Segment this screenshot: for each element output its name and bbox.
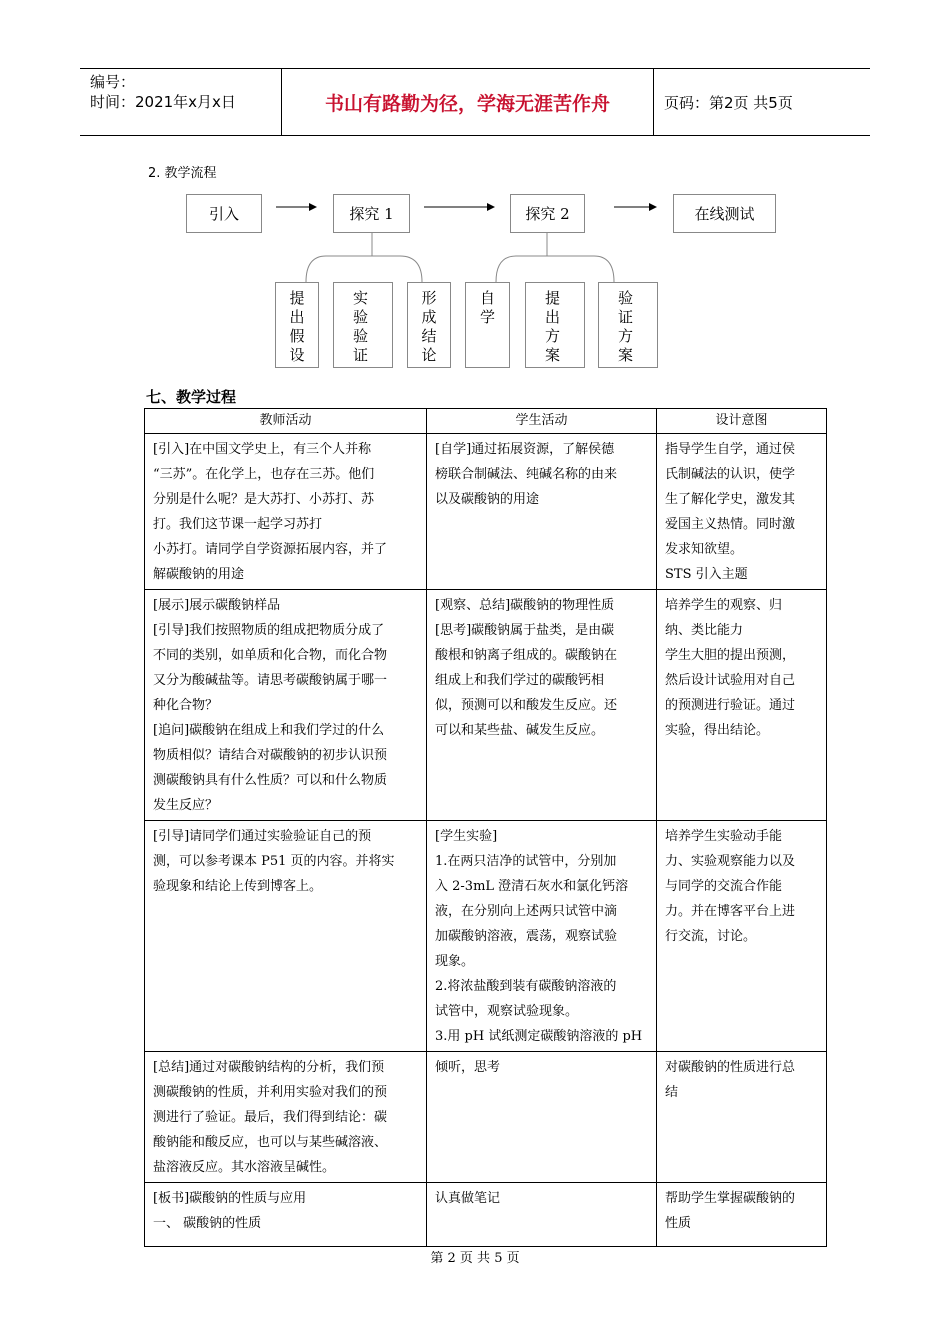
- cell-line: 似，预测可以和酸发生反应。还: [435, 698, 618, 713]
- table-cell-student: [427, 821, 657, 1052]
- cell-line: 性质: [665, 1216, 692, 1231]
- cell-line: 测碳酸钠具有什么性质？可以和什么物质: [153, 773, 388, 788]
- cell-line: [自学]通过拓展资源，了解侯德: [435, 442, 615, 457]
- table-cell-intent: [657, 1183, 827, 1247]
- table-cell-student: [427, 434, 657, 590]
- cell-line: 现象。: [435, 954, 475, 969]
- cell-line: 结: [665, 1085, 679, 1100]
- cell-line: 行交流，讨论。: [665, 929, 757, 944]
- cell-line: 又分为酸碱盐等。请思考碳酸钠属于哪一: [153, 673, 388, 688]
- cell-line: [引入]在中国文学史上，有三个人并称: [153, 442, 372, 457]
- cell-line: 帮助学生掌握碳酸钠的: [665, 1191, 796, 1206]
- cell-line: [引导]请同学们通过实验验证自己的预: [153, 829, 372, 844]
- cell-line: 培养学生实验动手能: [665, 829, 783, 844]
- cell-line: 纳、类比能力: [665, 623, 744, 638]
- section-title-teaching-process: 七、教学过程: [146, 388, 237, 406]
- document-time: 时间：2021年x月x日: [90, 93, 236, 111]
- teaching-process-table: [144, 408, 827, 1247]
- branch-bracket-2: [496, 232, 614, 282]
- table-cell-intent: [657, 590, 827, 821]
- table-cell-student: [427, 590, 657, 821]
- branch1-box-experiment: 实验验证: [333, 282, 393, 368]
- cell-line: 力。并在博客平台上进: [665, 904, 796, 919]
- table-row: [145, 1183, 827, 1247]
- document-number-label: 编号：: [90, 73, 136, 91]
- cell-line: 测碳酸钠的性质，并利用实验对我们的预: [153, 1085, 388, 1100]
- column-header-student: 学生活动: [427, 409, 657, 434]
- table-cell-intent: [657, 1052, 827, 1183]
- column-header-intent: 设计意图: [657, 409, 827, 434]
- cell-line: 物质相似？请结合对碳酸钠的初步认识预: [153, 748, 388, 763]
- flow-step-explore-2: 探究 2: [510, 194, 585, 233]
- table-cell-teacher: [145, 1052, 427, 1183]
- cell-line: 学生大胆的提出预测，: [665, 648, 796, 663]
- cell-line: 倾听，思考: [435, 1060, 501, 1075]
- cell-line: 分别是什么呢？是大苏打、小苏打、苏: [153, 492, 375, 507]
- cell-line: 测，可以参考课本 P51 页的内容。并将实: [153, 854, 395, 869]
- cell-line: 测进行了验证。最后，我们得到结论：碳: [153, 1110, 388, 1125]
- cell-line: 组成上和我们学过的碳酸钙相: [435, 673, 605, 688]
- cell-line: 2.将浓盐酸到装有碳酸钠溶液的: [435, 979, 617, 994]
- table-cell-teacher: [145, 590, 427, 821]
- cell-line: 不同的类别，如单质和化合物，而化合物: [153, 648, 388, 663]
- cell-line: 发生反应？: [153, 798, 219, 813]
- cell-line: 一、 碳酸钠的性质: [153, 1216, 262, 1231]
- cell-line: 试管中，观察试验现象。: [435, 1004, 579, 1019]
- cell-line: 验现象和结论上传到博客上。: [153, 879, 323, 894]
- table-row: [145, 590, 827, 821]
- flow-step-online-test: 在线测试: [673, 194, 776, 233]
- cell-line: [观察、总结]碳酸钠的物理性质: [435, 598, 615, 613]
- cell-line: 以及碳酸钠的用途: [435, 492, 540, 507]
- cell-line: 可以和某些盐、碱发生反应。: [435, 723, 605, 738]
- cell-line: 然后设计试验用对自己: [665, 673, 796, 688]
- flow-step-explore-1: 探究 1: [333, 194, 410, 233]
- table-cell-intent: [657, 434, 827, 590]
- cell-line: 液，在分别向上述两只试管中滴: [435, 904, 618, 919]
- cell-line: 认真做笔记: [435, 1191, 501, 1206]
- cell-line: [学生实验]: [435, 829, 498, 844]
- cell-line: [思考]碳酸钠属于盐类，是由碳: [435, 623, 615, 638]
- table-row: [145, 434, 827, 590]
- cell-line: 酸根和钠离子组成的。碳酸钠在: [435, 648, 618, 663]
- section-title-teaching-flow: 2. 教学流程: [148, 166, 217, 181]
- table-cell-teacher: [145, 821, 427, 1052]
- cell-line: 的预测进行验证。通过: [665, 698, 796, 713]
- branch2-box-verify-plan: 验证方案: [598, 282, 658, 368]
- cell-line: [展示]展示碳酸钠样品: [153, 598, 281, 613]
- table-row: [145, 1052, 827, 1183]
- table-row: [145, 821, 827, 1052]
- cell-line: 3.用 pH 试纸测定碳酸钠溶液的 pH: [435, 1029, 643, 1044]
- branch2-box-propose-plan: 提出方案: [525, 282, 585, 368]
- table-cell-student: [427, 1183, 657, 1247]
- cell-line: STS 引入主题: [665, 567, 748, 582]
- table-header-row: [145, 409, 827, 434]
- branch1-box-conclusion: 形成结论: [407, 282, 451, 368]
- header-motto: 书山有路勤为径，学海无涯苦作舟: [282, 69, 654, 136]
- branch2-box-self-study: 自学: [465, 282, 510, 368]
- cell-line: 种化合物？: [153, 698, 219, 713]
- cell-line: 实验，得出结论。: [665, 723, 770, 738]
- table-cell-intent: [657, 821, 827, 1052]
- cell-line: [引导]我们按照物质的组成把物质分成了: [153, 623, 385, 638]
- cell-line: 酸钠能和酸反应，也可以与某些碱溶液、: [153, 1135, 388, 1150]
- cell-line: 盐溶液反应。其水溶液呈碱性。: [153, 1160, 336, 1175]
- column-header-teacher: 教师活动: [145, 409, 427, 434]
- branch1-box-hypothesis: 提出假设: [275, 282, 319, 368]
- header-page-info: 页码：第2页 共5页: [664, 94, 793, 112]
- cell-line: 生了解化学史，激发其: [665, 492, 796, 507]
- cell-line: 解碳酸钠的用途: [153, 567, 245, 582]
- cell-line: 发求知欲望。: [665, 542, 744, 557]
- cell-line: 打。我们这节课一起学习苏打: [153, 517, 323, 532]
- cell-line: [板书]碳酸钠的性质与应用: [153, 1191, 307, 1206]
- table-cell-teacher: [145, 434, 427, 590]
- cell-line: 小苏打。请同学自学资源拓展内容，并了: [153, 542, 388, 557]
- table-cell-teacher: [145, 1183, 427, 1247]
- cell-line: “三苏”。在化学上，也存在三苏。他们: [153, 467, 375, 482]
- cell-line: 爱国主义热情。同时激: [665, 517, 796, 532]
- flow-step-intro: 引入: [186, 194, 262, 233]
- page-footer: 第 2 页 共 5 页: [430, 1251, 520, 1266]
- cell-line: 力、实验观察能力以及: [665, 854, 796, 869]
- cell-line: 1.在两只洁净的试管中，分别加: [435, 854, 617, 869]
- branch-bracket-1: [306, 232, 422, 282]
- cell-line: 与同学的交流合作能: [665, 879, 783, 894]
- cell-line: 培养学生的观察、归: [665, 598, 783, 613]
- cell-line: 榜联合制碱法、纯碱名称的由来: [435, 467, 618, 482]
- cell-line: 指导学生自学，通过侯: [665, 442, 796, 457]
- cell-line: 对碳酸钠的性质进行总: [665, 1060, 796, 1075]
- table-cell-student: [427, 1052, 657, 1183]
- cell-line: 加碳酸钠溶液，震荡，观察试验: [435, 929, 618, 944]
- cell-line: 入 2-3mL 澄清石灰水和氯化钙溶: [435, 879, 629, 894]
- cell-line: 氏制碱法的认识，使学: [665, 467, 796, 482]
- cell-line: [总结]通过对碳酸钠结构的分析，我们预: [153, 1060, 385, 1075]
- cell-line: [追问]碳酸钠在组成上和我们学过的什么: [153, 723, 385, 738]
